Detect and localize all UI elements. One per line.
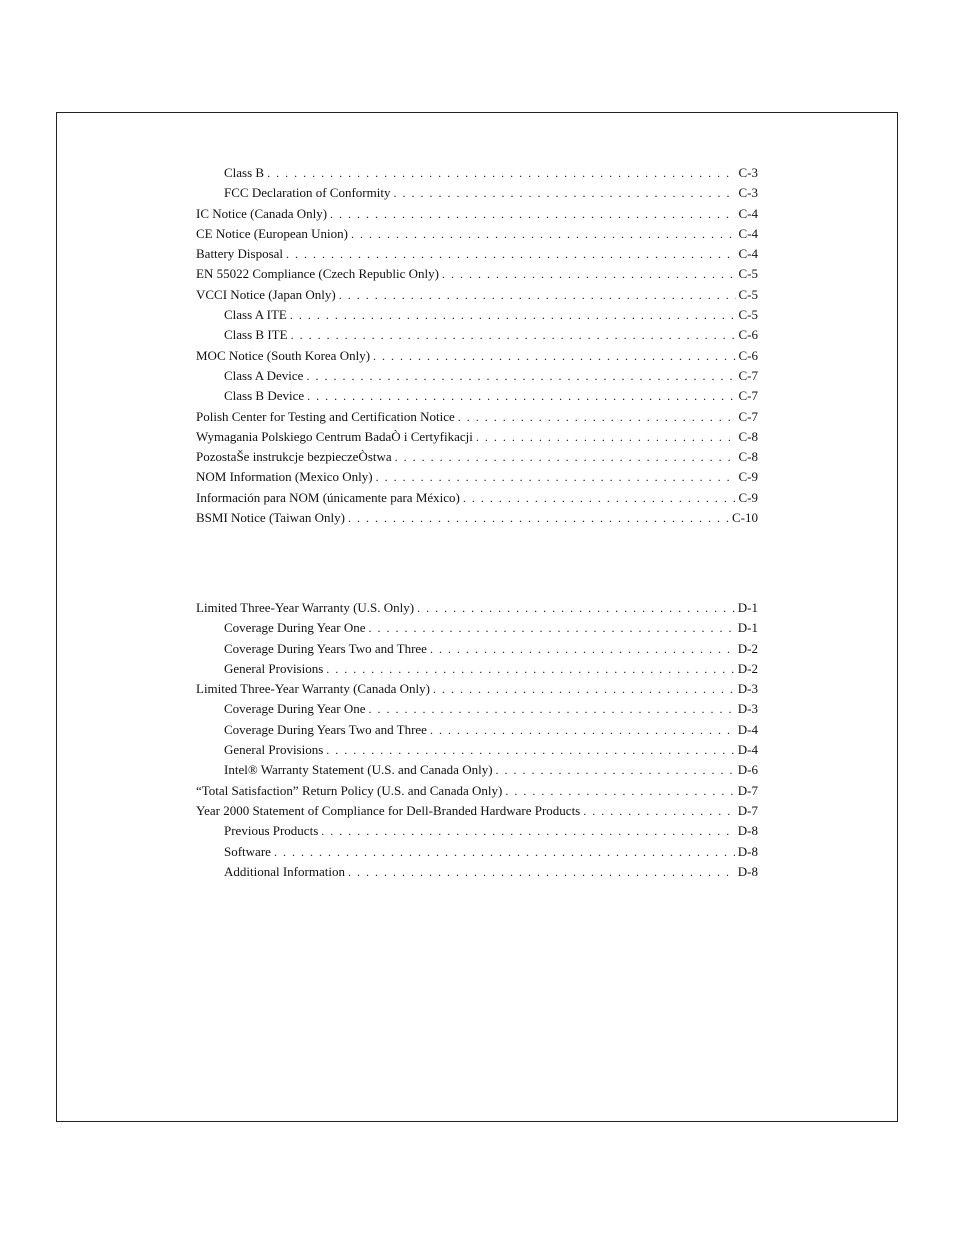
toc-dot-leader [376,467,736,487]
toc-entry-title: NOM Information (Mexico Only) [196,469,373,485]
toc-section-warranty [196,598,758,882]
toc-entry-title: Battery Disposal [196,246,284,262]
toc-entry-page: C-7 [738,388,758,404]
toc-entry-page: D-1 [737,620,758,636]
toc-entry-page: D-6 [737,762,758,778]
toc-entry[interactable] [196,508,758,528]
toc-dot-leader [458,407,736,427]
toc-entry[interactable] [196,325,758,345]
toc-entry[interactable] [196,467,758,487]
toc-entry-title: Class B ITE [224,327,288,343]
toc-entry-page: C-9 [738,489,758,505]
toc-dot-leader [274,842,735,862]
toc-entry[interactable] [196,264,758,284]
toc-entry-page: D-2 [737,640,758,656]
toc-entry-page: C-4 [738,246,758,262]
toc-entry[interactable] [196,659,758,679]
toc-entry[interactable] [196,204,758,224]
toc-dot-leader [321,821,735,841]
toc-entry-title: General Provisions [224,660,324,676]
toc-dot-leader [326,659,734,679]
toc-entry-page: D-8 [737,843,758,859]
toc-dot-leader [476,427,736,447]
toc-entry-title: Coverage During Year One [224,620,366,636]
toc-entry[interactable] [196,862,758,882]
toc-entry[interactable] [196,720,758,740]
toc-entry[interactable] [196,699,758,719]
toc-entry[interactable] [196,407,758,427]
toc-entry-page: D-3 [737,701,758,717]
toc-entry-title: Wymagania Polskiego Centrum BadaÒ i Certyfikacji [196,428,473,444]
toc-entry-page: D-4 [737,721,758,737]
toc-entry-page: D-7 [737,802,758,818]
toc-entry[interactable] [196,760,758,780]
toc-dot-leader [351,224,736,244]
toc-entry-title: Class B [224,165,265,180]
toc-dot-leader [583,801,735,821]
toc-entry-title: EN 55022 Compliance (Czech Republic Only) [196,266,439,282]
toc-entry-title: Software [224,843,271,859]
toc-entry-title: Class A Device [224,367,304,383]
toc-dot-leader [286,244,735,264]
toc-entry[interactable] [196,801,758,821]
toc-entry-page: C-8 [738,449,758,465]
toc-entry[interactable] [196,781,758,801]
toc-entry[interactable] [196,285,758,305]
toc-entry-title: Previous Products [224,823,319,839]
toc-entry[interactable] [196,821,758,841]
toc-dot-leader [267,163,735,183]
toc-dot-leader [307,386,735,406]
toc-entry-page: D-4 [737,742,758,758]
toc-dot-leader [442,264,736,284]
toc-entry[interactable] [196,842,758,862]
toc-entry-title: Intel® Warranty Statement (U.S. and Canada Only) [224,762,493,778]
toc-entry-page: C-4 [738,205,758,221]
toc-entry-title: IC Notice (Canada Only) [196,205,328,221]
toc-entry-page: C-3 [738,165,758,180]
toc-entry-title: Polish Center for Testing and Certification Notice [196,408,455,424]
toc-section-regulatory [196,163,758,528]
toc-dot-leader [463,488,736,508]
toc-entry[interactable] [196,183,758,203]
toc-dot-leader [430,720,735,740]
toc-entry-title: CE Notice (European Union) [196,225,348,241]
toc-entry-title: Limited Three-Year Warranty (Canada Only) [196,681,430,697]
toc-entry-page: C-8 [738,428,758,444]
toc-dot-leader [417,598,735,618]
toc-entry-title: MOC Notice (South Korea Only) [196,347,371,363]
toc-entry-page: C-4 [738,225,758,241]
toc-dot-leader [496,760,735,780]
toc-entry-page: C-6 [738,327,758,343]
toc-entry-page: C-5 [738,286,758,302]
toc-dot-leader [326,740,734,760]
toc-entry[interactable] [196,305,758,325]
toc-dot-leader [330,204,735,224]
toc-entry[interactable] [196,366,758,386]
toc-entry-page: C-7 [738,408,758,424]
toc-dot-leader [373,346,735,366]
toc-entry-page: D-8 [737,823,758,839]
toc-dot-leader [395,447,736,467]
toc-entry-title: General Provisions [224,742,324,758]
toc-entry-page: D-1 [737,600,758,615]
toc-entry-page: D-7 [737,782,758,798]
toc-entry[interactable] [196,639,758,659]
toc-entry[interactable] [196,679,758,699]
toc-dot-leader [505,781,734,801]
toc-dot-leader [430,639,735,659]
toc-entry[interactable] [196,598,758,618]
toc-entry-page: D-3 [737,681,758,697]
toc-entry[interactable] [196,740,758,760]
toc-entry-page: C-7 [738,367,758,383]
toc-entry-title: PozostaŠe instrukcje bezpieczeÒstwa [196,449,392,465]
toc-dot-leader [291,325,736,345]
toc-entry-title: Información para NOM (únicamente para México) [196,489,460,505]
toc-dot-leader [339,285,736,305]
toc-entry-page: C-5 [738,266,758,282]
toc-dot-leader [433,679,735,699]
toc-entry[interactable] [196,488,758,508]
toc-entry-title: Limited Three-Year Warranty (U.S. Only) [196,600,415,615]
toc-dot-leader [393,183,735,203]
toc-entry-page: C-5 [738,307,758,323]
toc-dot-leader [369,699,735,719]
toc-entry-page: C-6 [738,347,758,363]
toc-entry-title: Coverage During Years Two and Three [224,721,427,737]
toc-entry-title: Class A ITE [224,307,287,323]
toc-entry-title: FCC Declaration of Conformity [224,185,391,201]
toc-entry[interactable] [196,163,758,183]
toc-entry[interactable] [196,224,758,244]
toc-dot-leader [348,862,735,882]
toc-entry-title: Class B Device [224,388,305,404]
toc-dot-leader [290,305,736,325]
toc-entry[interactable] [196,618,758,638]
toc-entry[interactable] [196,427,758,447]
toc-entry-page: C-9 [738,469,758,485]
toc-entry-page: C-3 [738,185,758,201]
toc-entry-page: C-10 [732,510,758,526]
toc-dot-leader [348,508,729,528]
toc-entry-title: “Total Satisfaction” Return Policy (U.S. and Canada Only) [196,782,503,798]
toc-dot-leader [306,366,735,386]
toc-entry[interactable] [196,346,758,366]
toc-entry[interactable] [196,447,758,467]
toc-entry-title: Additional Information [224,863,345,879]
toc-entry-title: Coverage During Year One [224,701,366,717]
toc-entry-title: Coverage During Years Two and Three [224,640,427,656]
toc-entry-page: D-2 [737,660,758,676]
toc-dot-leader [369,618,735,638]
toc-entry-page: D-8 [737,863,758,879]
toc-entry[interactable] [196,244,758,264]
toc-entry-title: BSMI Notice (Taiwan Only) [196,510,345,526]
toc-entry-title: VCCI Notice (Japan Only) [196,286,336,302]
toc-entry-title: Year 2000 Statement of Compliance for Dell-Branded Hardware Products [196,802,581,818]
toc-entry[interactable] [196,386,758,406]
